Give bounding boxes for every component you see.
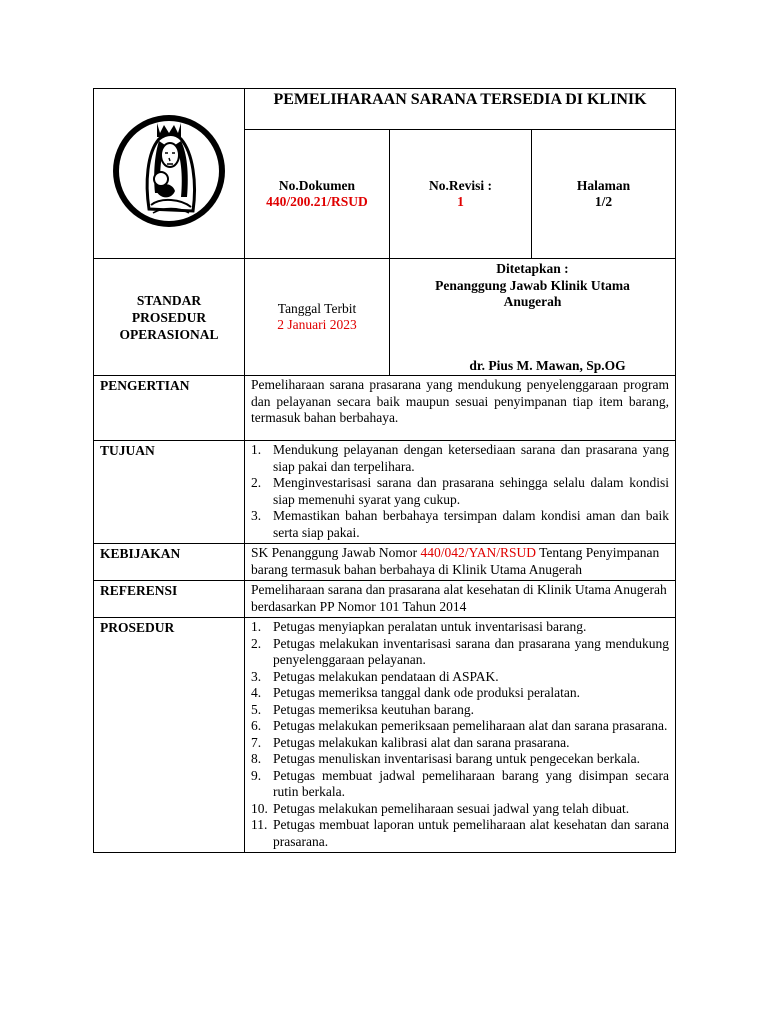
dokumen-cell [245,130,390,259]
ditetapkan-line1: Penanggung Jawab Klinik Utama [435,277,630,293]
dokumen-label: No.Dokumen [278,177,356,193]
list-item: 4. Petugas memeriksa tanggal dank ode produksi peralatan. [251,685,581,700]
halaman-value: 1/2 [594,194,613,209]
kebijakan-label: KEBIJAKAN [94,544,245,581]
list-item: 9. Petugas membuat jadwal pemeliharaan barang yang disimpan secara rutin berkala. [251,767,669,799]
list-item: 2. Petugas melakukan inventarisasi sarana dan prasarana yang mendukung penyelenggaraan pelayanan. [251,635,669,667]
sop-label-cell [94,259,245,376]
ditetapkan-label: Ditetapkan : [496,261,569,276]
tanggal-label: Tanggal Terbit [277,300,357,316]
ditetapkan-line2: Anugerah [503,294,562,309]
referensi-label: REFERENSI [94,581,245,618]
prosedur-label: PROSEDUR [94,618,245,853]
list-item: 5. Petugas memeriksa keutuhan barang. [251,701,474,717]
list-item: 3. Petugas melakukan pendataan di ASPAK. [251,668,499,684]
revisi-cell [390,130,532,259]
dokumen-value: 440/200.21/RSUD [266,194,368,209]
document-title: PEMELIHARAAN SARANA TERSEDIA DI KLINIK [245,89,676,130]
ditetapkan-cell [390,259,676,376]
tujuan-list [245,442,669,541]
pengertian-text: Pemeliharaan sarana prasarana yang mendukung penyelenggaraan program dan pelayanan secara baik maupun sesuai penyimpanan tiap item barang, termasuk bahan berbahaya. [245,376,676,441]
tanggal-cell [245,259,390,376]
list-item: 7. Petugas melakukan kalibrasi alat dan sarana prasarana. [251,734,570,750]
halaman-label: Halaman [576,177,631,193]
list-item: 1. Mendukung pelayanan dengan ketersediaan sarana dan prasarana yang siap pakai dan terpelihara. [251,442,669,474]
list-item: 10. Petugas melakukan pemeliharaan sesuai jadwal yang telah dibuat. [251,800,630,816]
sop-document [93,88,675,853]
tujuan-label: TUJUAN [94,441,245,544]
kebijakan-nomor: 440/042/YAN/RSUD [420,545,536,560]
revisi-value: 1 [457,194,464,209]
sop-table [93,88,676,853]
list-item: 1. Petugas menyiapkan peralatan untuk inventarisasi barang. [251,619,587,634]
sop-label-line2: PROSEDUR [131,309,207,325]
list-item: 3. Memastikan bahan berbahaya tersimpan dalam kondisi aman dan baik serta siap pakai. [251,508,669,540]
kebijakan-text: SK Penanggung Jawab Nomor 440/042/YAN/RSUD Tentang Penyimpanan barang termasuk bahan berbahaya di Klinik Utama Anugerah [245,544,676,581]
prosedur-list [245,619,669,850]
list-item: 6. Petugas melakukan pemeriksaan pemeliharaan alat dan sarana prasarana. [251,718,668,733]
list-item: 8. Petugas menuliskan inventarisasi barang untuk pengecekan berkala. [251,751,641,766]
referensi-text: Pemeliharaan sarana dan prasarana alat kesehatan di Klinik Utama Anugerah berdasarkan PP Nomor 101 Tahun 2014 [245,581,676,618]
pengertian-label: PENGERTIAN [94,376,245,441]
halaman-cell [532,130,676,259]
list-item: 2. Menginvestarisasi sarana dan prasarana sehingga selalu dalam kondisi siap memenuhi syarat yang cukup. [251,475,669,507]
list-item: 11. Petugas membuat laporan untuk pemeliharaan alat kesehatan dan sarana prasarana. [251,817,669,849]
prosedur-content [245,618,676,853]
tujuan-content [245,441,676,544]
sop-label-line1: STANDAR [136,292,202,308]
signatory-name: dr. Pius M. Mawan, Sp.OG [469,357,626,373]
madonna-and-child-icon [111,113,227,234]
tanggal-value: 2 Januari 2023 [277,317,357,332]
sop-label-line3: OPERASIONAL [119,326,219,342]
revisi-label: No.Revisi : [429,177,492,193]
logo-cell [94,89,245,259]
